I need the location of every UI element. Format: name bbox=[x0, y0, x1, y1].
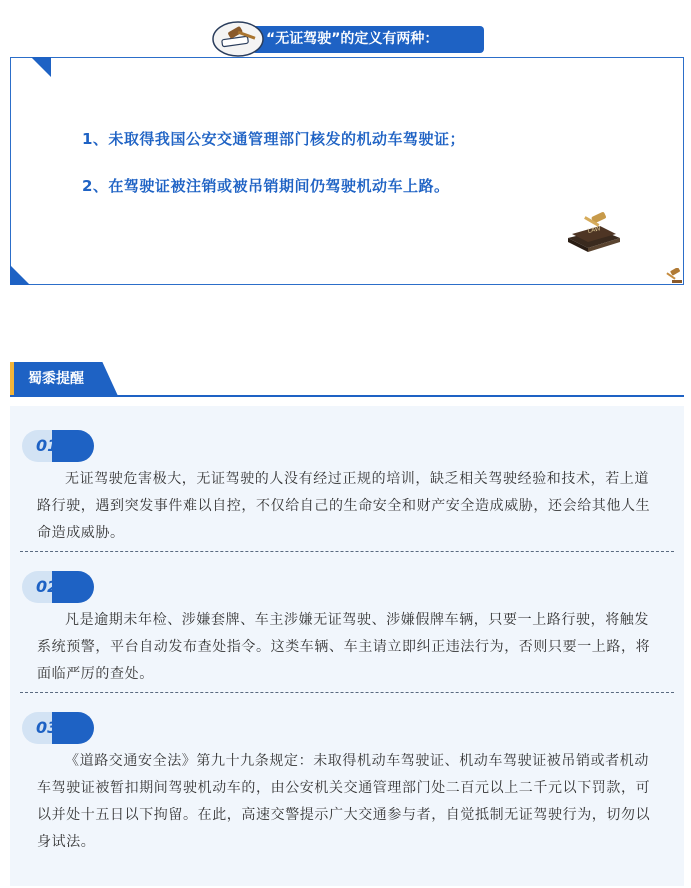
dashed-divider bbox=[20, 551, 674, 552]
reminder-number-badge bbox=[22, 430, 94, 462]
heading-accent-bar bbox=[10, 362, 14, 396]
reminder-number-badge bbox=[22, 712, 94, 744]
definition-title: “无证驾驶”的定义有两种： bbox=[252, 26, 484, 53]
section-heading-label: 蜀黍提醒 bbox=[28, 371, 84, 387]
corner-ribbon-bottom bbox=[10, 265, 30, 285]
law-book-icon bbox=[564, 208, 624, 254]
law-book-label: LAW bbox=[587, 225, 602, 235]
reminder-text: 无证驾驶危害极大，无证驾驶的人没有经过正规的培训，缺乏相关驾驶经验和技术，若上道路行驶，遇到突发事件难以自控，不仅给自己的生命安全和财产安全造成威胁，还会给其他人生命造成威胁。 bbox=[37, 471, 651, 541]
small-gavel-icon bbox=[664, 268, 684, 284]
reminder-text: 凡是逾期未年检、涉嫌套牌、车主涉嫌无证驾驶、涉嫌假牌车辆，只要一上路行驶，将触发系统预警，平台自动发布查处指令。这类车辆、车主请立即纠正违法行为，否则只要一上路，将面临严厉的查处。 bbox=[37, 612, 651, 682]
corner-ribbon-top bbox=[31, 57, 51, 77]
reminder-number: 02 bbox=[36, 577, 59, 596]
definition-item-2: 2、在驾驶证被注销或被吊销期间仍驾驶机动车上路。 bbox=[82, 177, 450, 195]
gavel-icon bbox=[212, 20, 264, 58]
section-divider bbox=[10, 395, 684, 397]
reminder-number: 03 bbox=[36, 718, 59, 737]
reminder-text: 《道路交通安全法》第九十九条规定：未取得机动车驾驶证、机动车驾驶证被吊销或者机动车驾驶证被暂扣期间驾驶机动车的，由公安机关交通管理部门处二百元以上二千元以下罚款，可以并处十五日以下拘留。在此，高速交警提示广大交通参与者，自觉抵制无证驾驶行为，切勿以身试法。 bbox=[37, 753, 651, 850]
dashed-divider bbox=[20, 692, 674, 693]
reminder-number-badge bbox=[22, 571, 94, 603]
definition-item-1: 1、未取得我国公安交通管理部门核发的机动车驾驶证； bbox=[82, 130, 465, 148]
section-heading bbox=[10, 362, 118, 396]
reminder-number: 01 bbox=[36, 436, 59, 455]
